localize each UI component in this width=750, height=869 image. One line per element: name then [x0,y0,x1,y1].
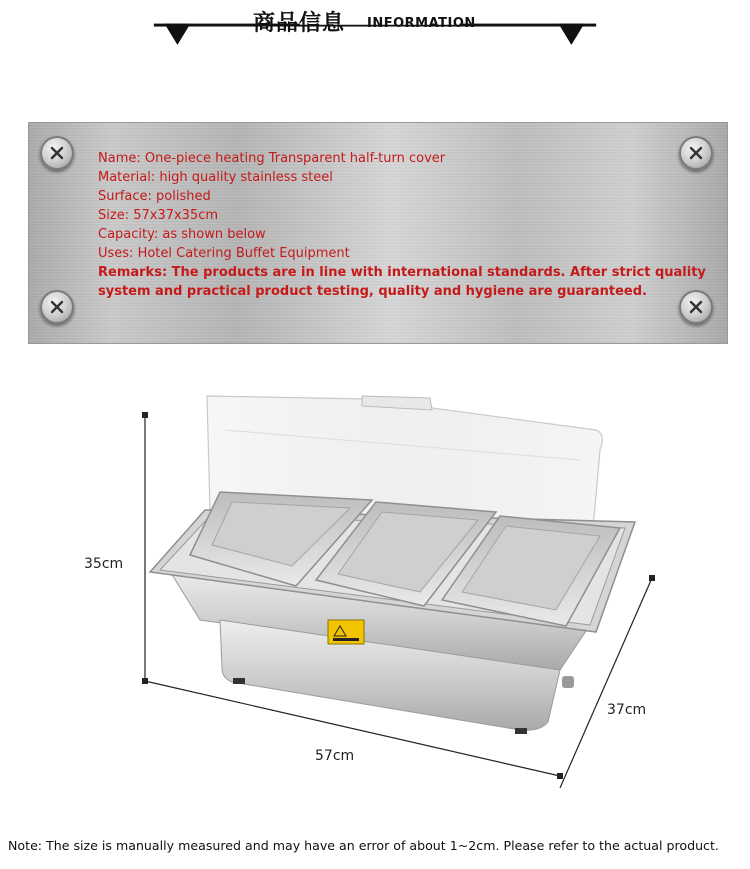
spec-size: Size: 57x37x35cm [98,208,219,223]
screw-icon [40,290,74,324]
spec-remarks-line1: Remarks: The products are in line with international standards. After strict quality [98,265,706,280]
product-illustration [0,370,750,790]
spec-surface: Surface: polished [98,189,211,204]
measurement-note: Note: The size is manually measured and may have an error of about 1~2cm. Please refer to the actual product. [8,838,719,853]
header-subtitle: INFORMATION [367,16,476,31]
spec-plate [28,122,728,344]
dimension-width-label: 57cm [315,748,355,764]
dimension-depth-label: 37cm [607,702,647,718]
spec-material: Material: high quality stainless steel [98,170,333,185]
dimension-height-label: 35cm [84,556,124,572]
header-title: 商品信息 [253,11,346,36]
screw-icon [40,136,74,170]
spec-remarks-line2: system and practical product testing, quality and hygiene are guaranteed. [98,284,647,299]
spec-uses: Uses: Hotel Catering Buffet Equipment [98,246,350,261]
spec-name: Name: One-piece heating Transparent half-turn cover [98,151,446,166]
info-header [0,0,750,78]
spec-list [98,149,706,301]
warning-label-icon [328,620,364,644]
spec-capacity: Capacity: as shown below [98,227,266,242]
chafing-dish-image [0,370,750,790]
